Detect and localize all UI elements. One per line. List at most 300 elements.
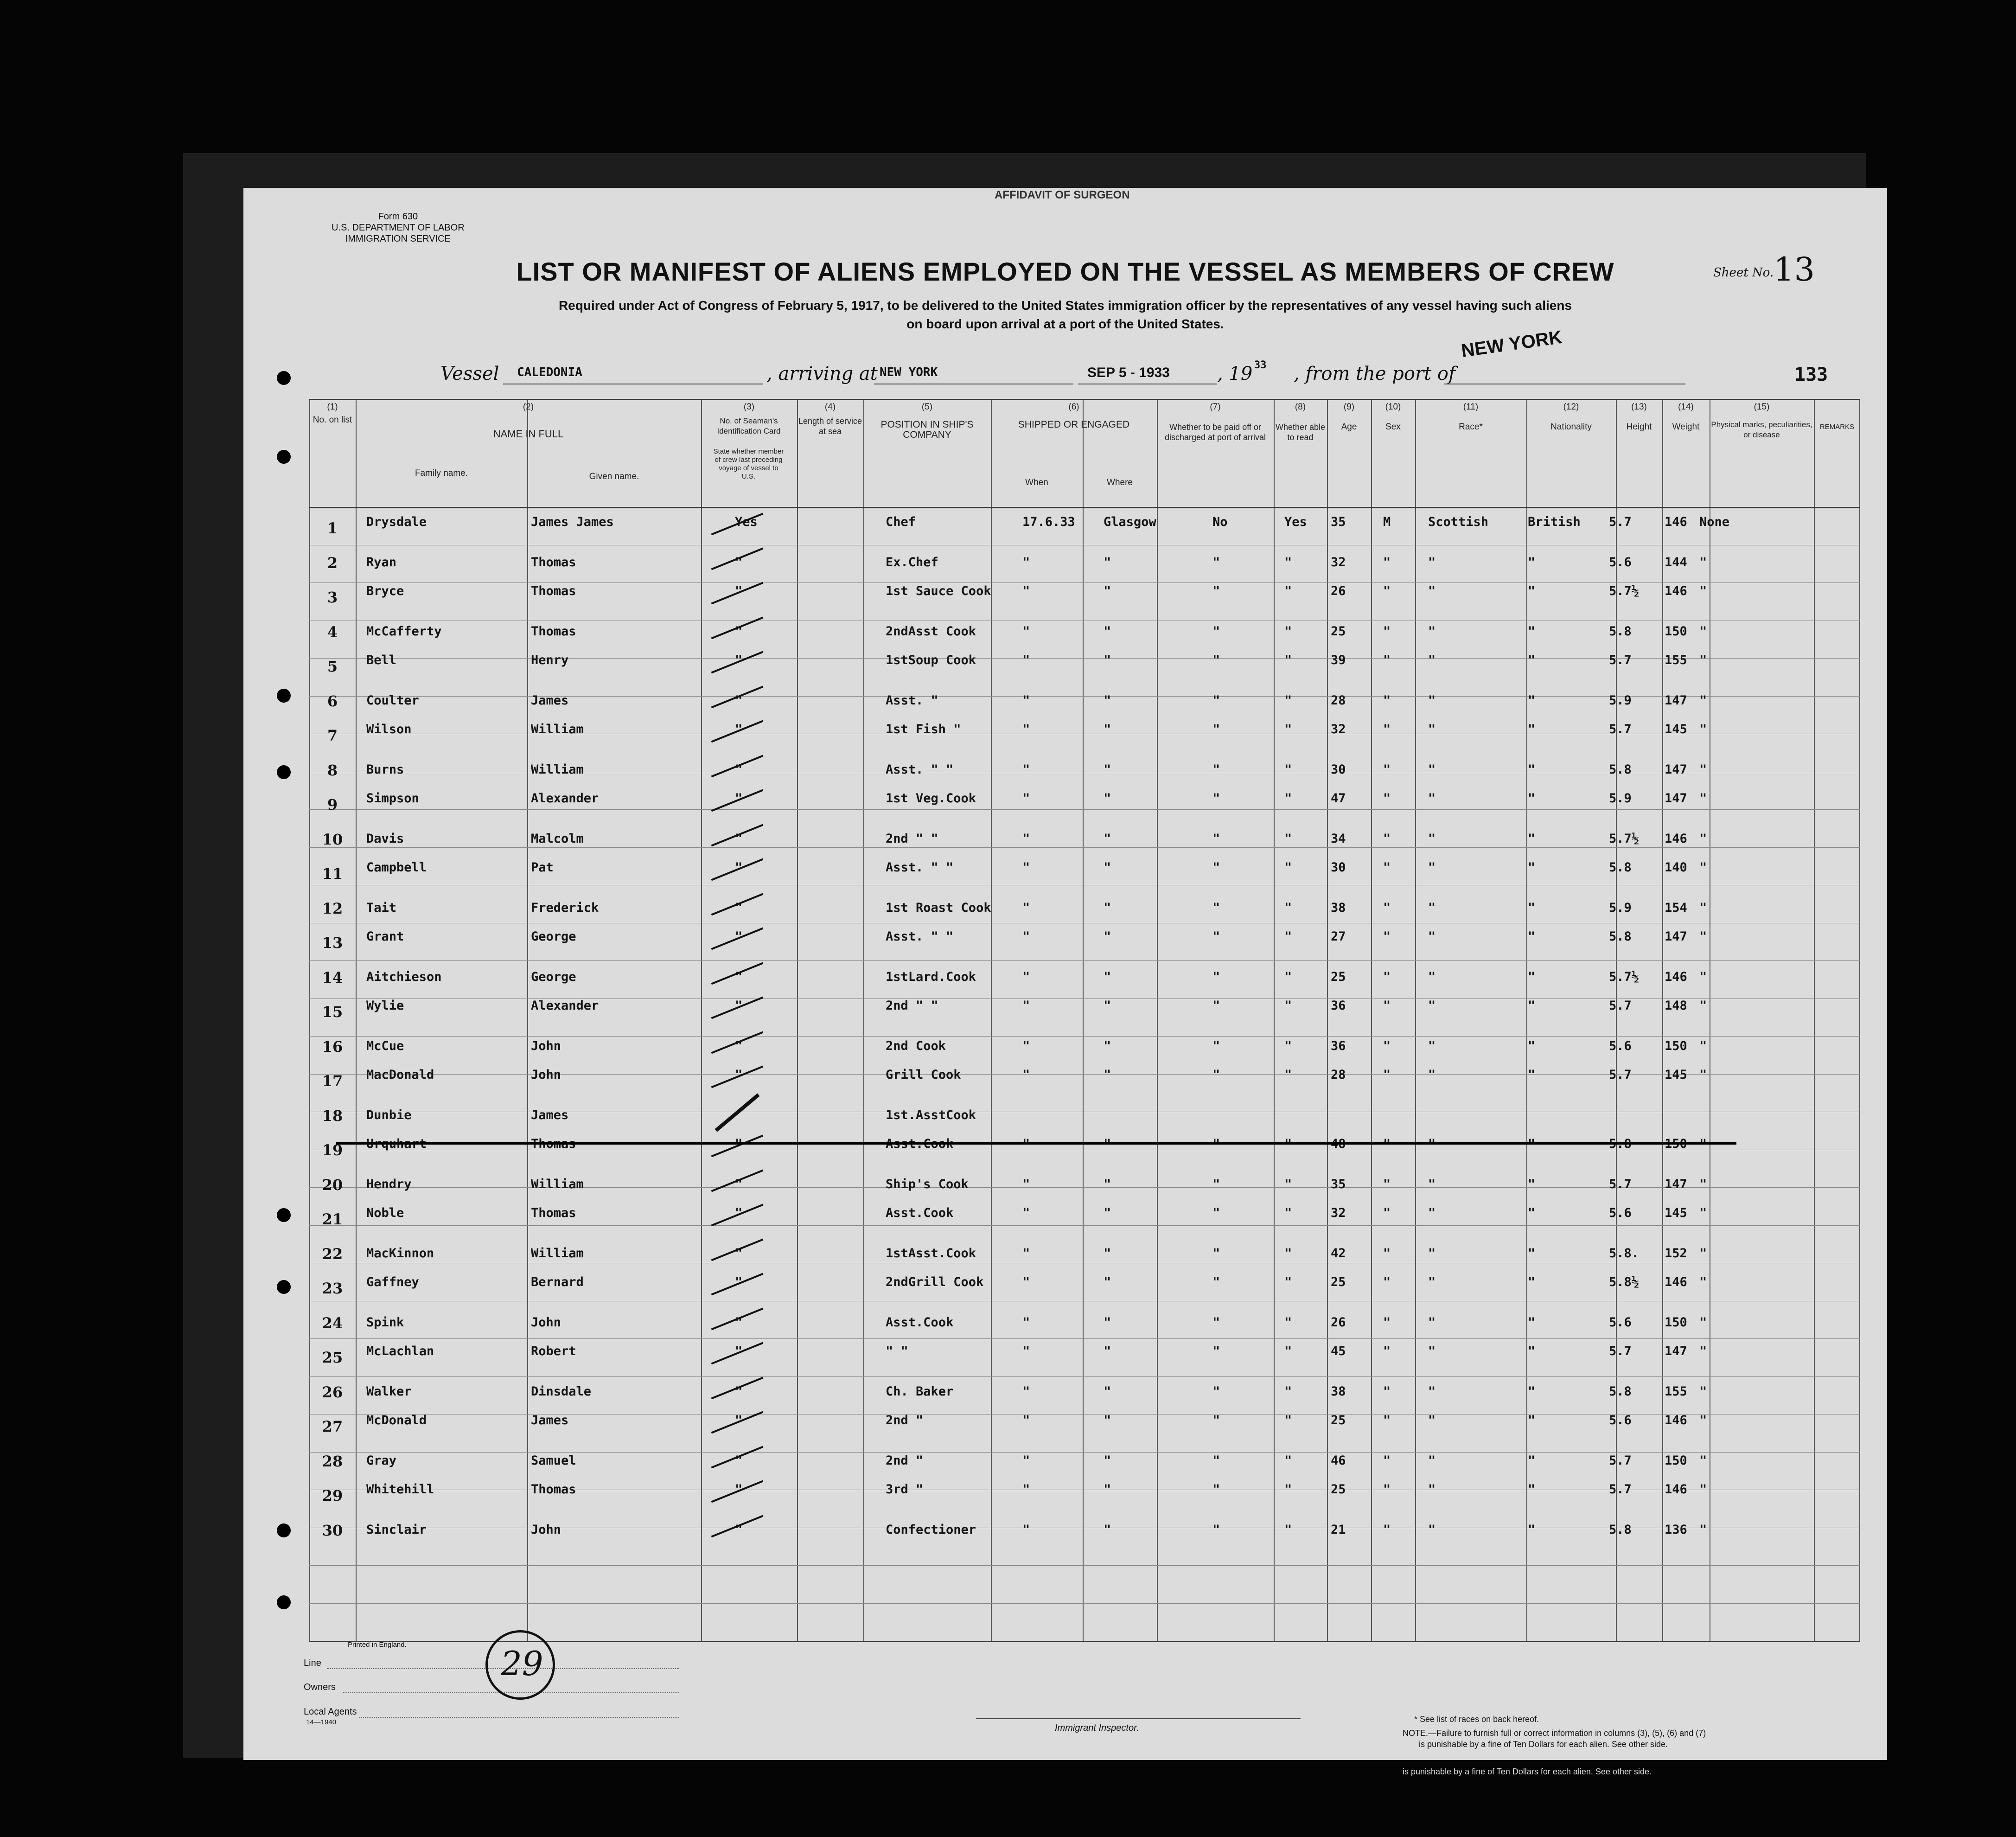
weight: 155 xyxy=(1665,1384,1687,1399)
shipped-where: " xyxy=(1104,1453,1111,1468)
race: " xyxy=(1428,1038,1436,1053)
handwritten-number: 29 xyxy=(501,1644,543,1683)
row-number: 8 xyxy=(327,761,338,779)
position: 2nd " " xyxy=(886,831,938,846)
header-name-in-full: NAME IN FULL xyxy=(493,428,564,440)
sex: " xyxy=(1383,1384,1391,1399)
shipped-where: " xyxy=(1104,1413,1111,1427)
family-name: Davis xyxy=(366,831,404,846)
given-name: Malcolm xyxy=(531,831,584,846)
shipped-where: " xyxy=(1104,1344,1111,1358)
previous-voyage: " xyxy=(735,999,743,1013)
agents-underline xyxy=(359,1717,679,1718)
height: 5.7 xyxy=(1609,653,1632,667)
paid-off: " xyxy=(1212,584,1220,598)
nationality: " xyxy=(1528,624,1536,639)
previous-voyage: " xyxy=(735,1038,743,1053)
height: 5.8 xyxy=(1609,929,1632,944)
position: " " xyxy=(886,1344,908,1358)
vessel-label: Vessel xyxy=(440,363,499,384)
previous-voyage: " xyxy=(735,722,743,736)
sex: " xyxy=(1383,653,1391,667)
weight: 146 xyxy=(1665,969,1687,984)
row-number: 21 xyxy=(322,1210,343,1228)
col-line xyxy=(527,400,528,1641)
colnum-6: (6) xyxy=(1068,402,1079,412)
form-header xyxy=(332,211,465,244)
previous-voyage: " xyxy=(735,693,743,708)
age: 32 xyxy=(1331,722,1346,736)
colnum-14: (14) xyxy=(1678,402,1694,412)
given-name: John xyxy=(531,1522,561,1537)
given-name: James James xyxy=(531,515,614,529)
able-to-read: " xyxy=(1284,1482,1292,1497)
header-bottom-rule xyxy=(309,507,1860,508)
given-name: Frederick xyxy=(531,900,599,915)
row-number: 28 xyxy=(322,1452,343,1470)
physical-marks: " xyxy=(1699,693,1707,708)
row-number: 2 xyxy=(327,554,338,572)
given-name: Thomas xyxy=(531,584,576,598)
family-name: Dunbie xyxy=(366,1107,412,1122)
given-name: John xyxy=(531,1068,561,1082)
given-name: Alexander xyxy=(531,999,599,1013)
shipped-where: " xyxy=(1104,929,1111,944)
shipped-when: " xyxy=(1022,1315,1030,1330)
row-number: 15 xyxy=(322,1003,343,1021)
col-line xyxy=(1859,400,1860,1641)
given-name: Thomas xyxy=(531,624,576,639)
position: 1stLard.Cook xyxy=(886,969,976,984)
sheet-number-label: Sheet No. xyxy=(1713,266,1774,280)
shipped-where: " xyxy=(1104,653,1111,667)
age: 36 xyxy=(1331,999,1346,1013)
sex: " xyxy=(1383,1413,1391,1427)
position: 2nd " " xyxy=(886,999,938,1013)
col-line xyxy=(797,400,798,1641)
sex: " xyxy=(1383,1275,1391,1289)
able-to-read: " xyxy=(1284,900,1292,915)
shipped-when: " xyxy=(1022,1522,1030,1537)
family-name: Burns xyxy=(366,762,404,777)
shipped-when: " xyxy=(1022,1246,1030,1261)
race: " xyxy=(1428,762,1436,777)
row-rule xyxy=(309,1376,1860,1377)
previous-voyage: " xyxy=(735,1315,743,1330)
shipped-where: " xyxy=(1104,1522,1111,1537)
family-name: Hendry xyxy=(366,1177,412,1191)
row-number: 3 xyxy=(327,589,338,606)
nationality: " xyxy=(1528,1137,1536,1151)
nationality: " xyxy=(1528,1275,1536,1289)
row-rule xyxy=(309,1036,1860,1037)
age: 35 xyxy=(1331,515,1346,529)
header-given-name: Given name. xyxy=(589,472,639,481)
header-shipped: SHIPPED OR ENGAGED xyxy=(1018,419,1130,430)
paid-off: " xyxy=(1212,555,1220,570)
able-to-read: " xyxy=(1284,860,1292,875)
row-rule xyxy=(309,1338,1860,1339)
punch-hole xyxy=(277,689,291,703)
shipped-when: " xyxy=(1022,929,1030,944)
weight: 150 xyxy=(1665,1315,1687,1330)
row-rule xyxy=(309,1565,1860,1566)
shipped-when: " xyxy=(1022,762,1030,777)
able-to-read: " xyxy=(1284,969,1292,984)
row-number: 9 xyxy=(327,796,338,813)
weight: 146 xyxy=(1665,584,1687,598)
height: 5.6 xyxy=(1609,1315,1632,1330)
family-name: MacKinnon xyxy=(366,1246,434,1261)
colnum-7: (7) xyxy=(1210,402,1221,412)
previous-voyage: " xyxy=(735,860,743,875)
paid-off: " xyxy=(1212,653,1220,667)
form-number: Form 630 xyxy=(378,211,418,222)
height: 5.8 xyxy=(1609,624,1632,639)
given-name: Henry xyxy=(531,653,569,667)
colnum-1: (1) xyxy=(327,402,338,412)
row-number: 1 xyxy=(327,519,338,537)
race: " xyxy=(1428,1137,1436,1151)
physical-marks: " xyxy=(1699,791,1707,806)
family-name: Whitehill xyxy=(366,1482,434,1497)
previous-voyage: " xyxy=(735,1177,743,1191)
weight: 136 xyxy=(1665,1522,1687,1537)
header-position: POSITION IN SHIP'S COMPANY xyxy=(880,419,974,440)
vessel-name: CALEDONIA xyxy=(517,365,582,379)
col-line xyxy=(1327,400,1328,1641)
shipped-when: " xyxy=(1022,969,1030,984)
shipped-when: " xyxy=(1022,1344,1030,1358)
row-number: 23 xyxy=(322,1280,343,1297)
colnum-12: (12) xyxy=(1563,402,1579,412)
arrival-date-stamp: SEP 5 - 1933 xyxy=(1087,365,1170,380)
colnum-2: (2) xyxy=(523,402,534,412)
previous-voyage: Yes xyxy=(735,515,758,529)
height: 5.7 xyxy=(1609,1453,1632,1468)
previous-voyage: " xyxy=(735,1453,743,1468)
family-name: Gray xyxy=(366,1453,397,1468)
col-line xyxy=(1274,400,1275,1641)
age: 34 xyxy=(1331,831,1346,846)
sex: " xyxy=(1383,929,1391,944)
paid-off: " xyxy=(1212,1315,1220,1330)
age: 39 xyxy=(1331,653,1346,667)
nationality: " xyxy=(1528,1206,1536,1220)
position: 1st Veg.Cook xyxy=(886,791,976,806)
footer-agents-label: Local Agents xyxy=(304,1707,357,1717)
row-rule xyxy=(309,960,1860,961)
given-name: John xyxy=(531,1038,561,1053)
paid-off: " xyxy=(1212,624,1220,639)
family-name: Bryce xyxy=(366,584,404,598)
nationality: " xyxy=(1528,900,1536,915)
able-to-read: " xyxy=(1284,762,1292,777)
able-to-read: " xyxy=(1284,1315,1292,1330)
previous-voyage: " xyxy=(735,1413,743,1427)
shipped-where: " xyxy=(1104,762,1111,777)
physical-marks: " xyxy=(1699,1206,1707,1220)
family-name: Campbell xyxy=(366,860,427,875)
paid-off: " xyxy=(1212,693,1220,708)
row-number: 4 xyxy=(327,623,338,641)
shipped-where: " xyxy=(1104,1246,1111,1261)
colnum-9: (9) xyxy=(1343,402,1355,412)
from-port-label: , from the port of xyxy=(1294,363,1455,384)
height: 5.6 xyxy=(1609,1413,1632,1427)
subtitle-line-2: on board upon arrival at a port of the United States. xyxy=(906,317,1224,331)
family-name: Walker xyxy=(366,1384,412,1399)
footer-line-label: Line xyxy=(304,1658,321,1668)
height: 5.7½ xyxy=(1609,831,1640,846)
col-line xyxy=(863,400,864,1641)
shipped-when: " xyxy=(1022,1482,1030,1497)
sex: M xyxy=(1383,515,1391,529)
col-line xyxy=(1083,400,1084,1641)
physical-marks: " xyxy=(1699,1344,1707,1358)
physical-marks: " xyxy=(1699,1177,1707,1191)
faint-affidavit-heading: AFFIDAVIT OF SURGEON xyxy=(995,189,1130,201)
sex: " xyxy=(1383,722,1391,736)
position: 1st.AsstCook xyxy=(886,1107,976,1122)
weight: 147 xyxy=(1665,1344,1687,1358)
family-name: Drysdale xyxy=(366,515,427,529)
header-weight: Weight xyxy=(1672,422,1700,432)
shipped-where: " xyxy=(1104,1384,1111,1399)
paid-off: " xyxy=(1212,1275,1220,1289)
sex: " xyxy=(1383,1246,1391,1261)
shipped-where: " xyxy=(1104,1177,1111,1191)
row-number: 18 xyxy=(322,1107,343,1125)
physical-marks: " xyxy=(1699,969,1707,984)
subtitle-line-1: Required under Act of Congress of February 5, 1917, to be delivered to the United States immigration officer by the representatives of any vessel having such aliens xyxy=(558,298,1572,313)
paid-off: " xyxy=(1212,791,1220,806)
sex: " xyxy=(1383,860,1391,875)
able-to-read: " xyxy=(1284,1453,1292,1468)
row-number: 17 xyxy=(322,1072,343,1090)
shipped-where: " xyxy=(1104,624,1111,639)
weight: 152 xyxy=(1665,1246,1687,1261)
race: " xyxy=(1428,969,1436,984)
family-name: McCafferty xyxy=(366,624,442,639)
row-rule xyxy=(309,1603,1860,1604)
paid-off: " xyxy=(1212,1177,1220,1191)
shipped-when: " xyxy=(1022,860,1030,875)
previous-voyage: " xyxy=(735,1384,743,1399)
age: 48 xyxy=(1331,1137,1346,1151)
colnum-11: (11) xyxy=(1463,402,1479,412)
age: 25 xyxy=(1331,1413,1346,1427)
shipped-when: " xyxy=(1022,1275,1030,1289)
punch-hole xyxy=(277,1595,291,1609)
sex: " xyxy=(1383,584,1391,598)
nationality: " xyxy=(1528,722,1536,736)
age: 26 xyxy=(1331,1315,1346,1330)
given-name: Robert xyxy=(531,1344,576,1358)
shipped-when: " xyxy=(1022,900,1030,915)
height: 5.7 xyxy=(1609,1482,1632,1497)
punch-hole xyxy=(277,450,291,464)
previous-voyage: " xyxy=(735,831,743,846)
family-name: Urquhart xyxy=(366,1137,427,1151)
given-name: Bernard xyxy=(531,1275,584,1289)
age: 28 xyxy=(1331,1068,1346,1082)
position: 1stSoup Cook xyxy=(886,653,976,667)
weight: 147 xyxy=(1665,1177,1687,1191)
age: 25 xyxy=(1331,969,1346,984)
printed-in-england: Printed in England. xyxy=(348,1641,407,1649)
able-to-read: " xyxy=(1284,1522,1292,1537)
previous-voyage: " xyxy=(735,1206,743,1220)
row-rule xyxy=(309,582,1860,583)
race: " xyxy=(1428,1275,1436,1289)
weight: 145 xyxy=(1665,722,1687,736)
family-name: MacDonald xyxy=(366,1068,434,1082)
family-name: Wilson xyxy=(366,722,412,736)
race: " xyxy=(1428,900,1436,915)
col-line xyxy=(1371,400,1372,1641)
height: 5.6 xyxy=(1609,555,1632,570)
able-to-read: Yes xyxy=(1284,515,1307,529)
paid-off: " xyxy=(1212,1068,1220,1082)
form-dept: U.S. DEPARTMENT OF LABOR xyxy=(332,223,465,233)
row-number: 6 xyxy=(327,692,338,710)
punch-hole xyxy=(277,1523,291,1537)
year-value: 33 xyxy=(1254,359,1267,371)
physical-marks: " xyxy=(1699,929,1707,944)
row-rule xyxy=(309,809,1860,810)
position: Ch. Baker xyxy=(886,1384,954,1399)
given-name: Dinsdale xyxy=(531,1384,592,1399)
row-number: 27 xyxy=(322,1418,343,1435)
shipped-where: " xyxy=(1104,1206,1111,1220)
height: 5.7½ xyxy=(1609,969,1640,984)
nationality: " xyxy=(1528,831,1536,846)
height: 5.8 xyxy=(1609,860,1632,875)
age: 30 xyxy=(1331,860,1346,875)
height: 5.6 xyxy=(1609,1206,1632,1220)
immigrant-inspector-label: Immigrant Inspector. xyxy=(1055,1723,1139,1733)
height: 5.7 xyxy=(1609,1344,1632,1358)
physical-marks: " xyxy=(1699,860,1707,875)
race: " xyxy=(1428,1068,1436,1082)
row-number: 14 xyxy=(322,968,343,986)
shipped-when: " xyxy=(1022,584,1030,598)
race: " xyxy=(1428,860,1436,875)
race: " xyxy=(1428,1453,1436,1468)
shipped-where: " xyxy=(1104,900,1111,915)
row-number: 24 xyxy=(322,1314,343,1332)
row-number: 7 xyxy=(327,727,338,744)
weight: 146 xyxy=(1665,515,1687,529)
footer-code: 14—1940 xyxy=(306,1718,337,1726)
col-line xyxy=(1526,400,1527,1641)
sex: " xyxy=(1383,900,1391,915)
able-to-read: " xyxy=(1284,1384,1292,1399)
race: " xyxy=(1428,693,1436,708)
age: 32 xyxy=(1331,555,1346,570)
able-to-read: " xyxy=(1284,791,1292,806)
physical-marks: " xyxy=(1699,999,1707,1013)
manifest-sheet xyxy=(243,188,1887,1760)
shipped-where: " xyxy=(1104,555,1111,570)
header-age: Age xyxy=(1341,422,1357,432)
able-to-read: " xyxy=(1284,1137,1292,1151)
given-name: William xyxy=(531,762,584,777)
position: Asst. " xyxy=(886,693,938,708)
sex: " xyxy=(1383,999,1391,1013)
physical-marks: " xyxy=(1699,1413,1707,1427)
physical-marks: " xyxy=(1699,1068,1707,1082)
row-number: 29 xyxy=(322,1487,343,1504)
row-number: 16 xyxy=(322,1037,343,1056)
family-name: McCue xyxy=(366,1038,404,1053)
able-to-read: " xyxy=(1284,1413,1292,1427)
previous-voyage: " xyxy=(735,1246,743,1261)
race: " xyxy=(1428,999,1436,1013)
colnum-5: (5) xyxy=(921,402,933,412)
shipped-when: " xyxy=(1022,555,1030,570)
row-rule xyxy=(309,847,1860,848)
row-number: 26 xyxy=(322,1383,343,1401)
paid-off: " xyxy=(1212,1206,1220,1220)
position: 2ndGrill Cook xyxy=(886,1275,984,1289)
given-name: George xyxy=(531,969,576,984)
family-name: Spink xyxy=(366,1315,404,1330)
paid-off: " xyxy=(1212,1344,1220,1358)
col-line xyxy=(1157,400,1158,1641)
nationality: " xyxy=(1528,1068,1536,1082)
row-number: 5 xyxy=(327,658,338,675)
nationality: " xyxy=(1528,693,1536,708)
sex: " xyxy=(1383,791,1391,806)
race: " xyxy=(1428,584,1436,598)
able-to-read: " xyxy=(1284,584,1292,598)
given-name: Thomas xyxy=(531,555,576,570)
shipped-where: " xyxy=(1104,1275,1111,1289)
age: 25 xyxy=(1331,1482,1346,1497)
col-line xyxy=(1415,400,1416,1641)
row-number: 10 xyxy=(322,830,343,848)
previous-voyage: " xyxy=(735,1522,743,1537)
family-name: Coulter xyxy=(366,693,419,708)
row-rule xyxy=(309,1225,1860,1226)
shipped-when: " xyxy=(1022,1137,1030,1151)
able-to-read: " xyxy=(1284,999,1292,1013)
shipped-where: " xyxy=(1104,1068,1111,1082)
age: 26 xyxy=(1331,584,1346,598)
nationality: " xyxy=(1528,1344,1536,1358)
height: 5.8½ xyxy=(1609,1275,1640,1289)
age: 38 xyxy=(1331,900,1346,915)
family-name: Sinclair xyxy=(366,1522,427,1537)
race: " xyxy=(1428,1206,1436,1220)
row-number: 30 xyxy=(322,1521,343,1539)
row-number: 11 xyxy=(322,865,343,883)
colnum-8: (8) xyxy=(1295,402,1306,412)
age: 30 xyxy=(1331,762,1346,777)
given-name: Thomas xyxy=(531,1206,576,1220)
shipped-where: " xyxy=(1104,969,1111,984)
shipped-where: " xyxy=(1104,791,1111,806)
position: Chef xyxy=(886,515,916,529)
height: 5.8 xyxy=(1609,1522,1632,1537)
able-to-read: " xyxy=(1284,624,1292,639)
sex: " xyxy=(1383,1206,1391,1220)
nationality: " xyxy=(1528,969,1536,984)
header-height: Height xyxy=(1626,422,1652,432)
previous-voyage: " xyxy=(735,969,743,984)
